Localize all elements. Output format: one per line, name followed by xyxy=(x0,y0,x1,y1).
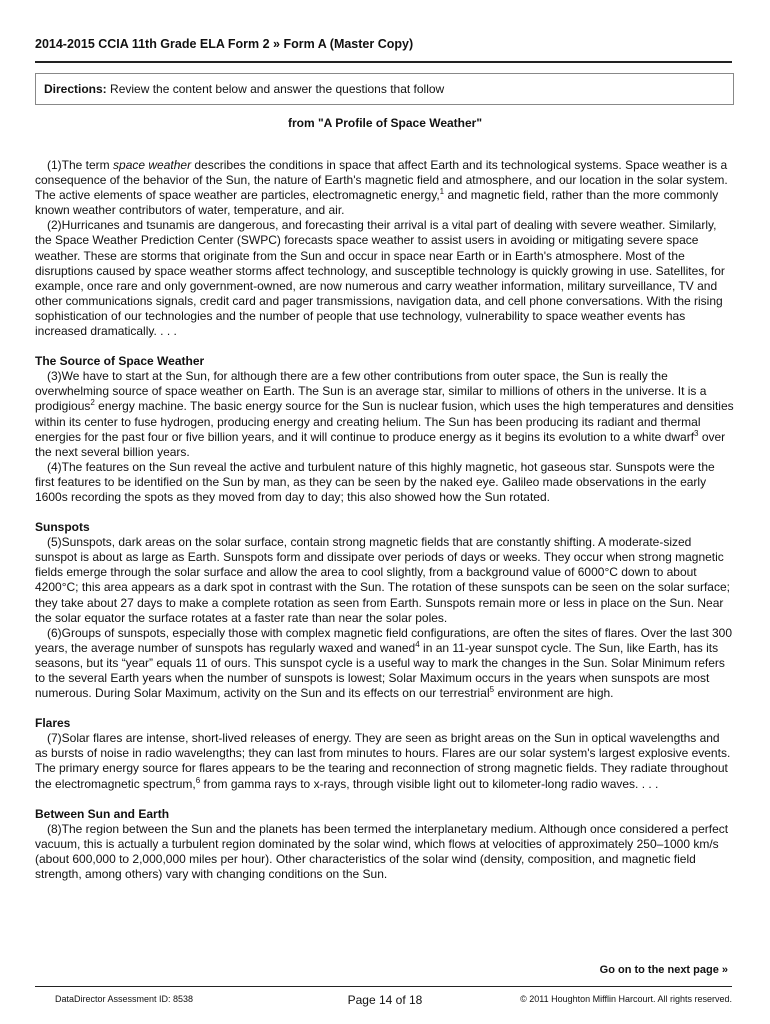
assessment-id: DataDirector Assessment ID: 8538 xyxy=(55,994,194,1004)
footnote-ref: 1 xyxy=(439,187,445,197)
section-heading-sunspots: Sunspots xyxy=(35,520,90,535)
paragraph-7: (7)Solar flares are intense, short-lived releases of energy. They are seen as bright areas on the Sun in optical wavelengths and as bursts of noise in radio wavelengths; they can last from minutes to hours. Flares are our solar system's largest explosive events. The primary energy source for flares appears to be the tearing and reconnection of strong magnetic fields. They radiate throughout the electromagnetic spectrum,$^6$ from gamma rays to x-rays, through visible light out to kilometer-long radio waves. . . . xyxy=(35,731,731,791)
footer-divider xyxy=(35,986,732,987)
passage-body xyxy=(35,158,735,882)
directions-text: Review the content below and answer the questions that follow xyxy=(106,82,445,96)
section-heading-between: Between Sun and Earth xyxy=(35,806,170,821)
directions-box xyxy=(35,73,734,105)
section-heading-flares: Flares xyxy=(35,716,71,731)
next-page-link[interactable]: Go on to the next page » xyxy=(599,964,728,976)
page-number: Page 14 of 18 xyxy=(347,993,423,1007)
paragraph-1: (1)The term space weather describes the conditions in space that affect Earth and its technological systems. Space weather is a consequence of the behavior of the Sun, the nature of Earth's magnetic field and atmosphere, and our location in the solar system. The active elements of space weather are particles, electromagnetic energy,$^1$ and magnetic field, rather than the more commonly known weather contributors of water, temperature, and air. xyxy=(35,158,728,218)
section-heading-source: The Source of Space Weather xyxy=(35,354,205,369)
footnote-ref: 6 xyxy=(195,775,201,785)
footnote-ref: 2 xyxy=(90,398,95,408)
paragraph-2: (2)Hurricanes and tsunamis are dangerous, and forecasting their arrival is a vital part of dealing with severe weather. Similarly, the Space Weather Prediction Center (SWPC) forecasts space weather to assist users in avoiding or mitigating severe space weather. These are storms that originate from the Sun and occur in space near Earth or in Earth's atmosphere. Most of the disruptions caused by space weather storms affect technology, and susceptible technology is quickly growing in use. Satellites, for example, once rare and only government-owned, are now numerous and carry weather information, military surveillance, TV and other communications signals, credit card and pager transmissions, navigation data, and cell phone conversations. With the rising sophistication of our technologies and the number of people that use technology, vulnerability to space weather events has increased dramatically. . . . xyxy=(35,218,725,339)
paragraph-8: (8)The region between the Sun and the planets has been termed the interplanetary medium. Although once considered a perfect vacuum, this is actually a turbulent region dominated by the solar wind, which flows at velocities of approximately 250–1000 km/s (about 600,000 to 2,000,000 miles per hour). Other characteristics of the solar wind (density, composition, and magnetic field strength, among others) vary with changing conditions on the Sun. xyxy=(35,821,729,882)
footnote-ref: 3 xyxy=(694,428,699,438)
directions-label: Directions: xyxy=(44,82,107,96)
paragraph-5: (5)Sunspots, dark areas on the solar surface, contain strong magnetic fields that are constantly shifting. A moderate-sized sunspot is about as large as Earth. Sunspots form and dissipate over periods of days or weeks. They occur when strong magnetic fields emerge through the solar surface and allow the area to cool slightly, from a background value of 6000°C down to about 4200°C; this area appears as a dark spot in contrast with the Sun. The rotation of these sunspots can be seen on the solar surface; they take about 27 days to make a complete rotation as seen from Earth. Sunspots remain more or less in place on the Sun. Near the solar equator the surface rotates at a faster rate than near the solar poles. xyxy=(35,535,730,625)
copyright: © 2011 Houghton Mifflin Harcourt. All rights reserved. xyxy=(520,994,732,1004)
footnote-ref: 5 xyxy=(489,685,495,695)
page-title: 2014-2015 CCIA 11th Grade ELA Form 2 » Form A (Master Copy) xyxy=(35,37,414,51)
paragraph-4: (4)The features on the Sun reveal the active and turbulent nature of this highly magnetic, hot gaseous star. Sunspots were the first features to be identified on the Sun by man, as they can be seen by the naked eye. Galileo made observations in the early 1600s recording the spots as they moved from day to day; this also showed how the Sun rotated. xyxy=(35,459,715,504)
paragraph-6: (6)Groups of sunspots, especially those with complex magnetic field configurations, are often the sites of flares. Over the last 300 years, the average number of sunspots has regularly waxed and waned$^4$ in an 11-year sunspot cycle. The Sun, like Earth, has its seasons, but its “year” equals 11 of ours. This sunspot cycle is a useful way to mark the changes in the Sun. Solar Minimum refers to the several Earth years when the number of sunspots is lowest; Solar Maximum occurs in the years when sunspots are most numerous. During Solar Maximum, activity on the Sun and its effects on our terrestrial$^5$ environment are high. xyxy=(35,625,733,701)
footnote-ref: 4 xyxy=(415,639,420,649)
passage-title: from "A Profile of Space Weather" xyxy=(287,116,483,130)
header-divider xyxy=(35,61,732,63)
paragraph-3: (3)We have to start at the Sun, for although there are a few other contributions from outer space, the Sun is really the overwhelming source of space weather on Earth. The Sun is an average star, similar to millions of others in the universe. It is a prodigious$^2$ energy machine. The basic energy source for the Sun is nuclear fusion, which uses the high temperatures and densities within its center to fuse hydrogen, producing energy and creating helium. The Sun has been producing its radiant and thermal energies for the past four or five billion years, and it will continue to produce energy as it begins its evolution to a white dwarf$^3$ over the next several billion years. xyxy=(35,369,734,459)
